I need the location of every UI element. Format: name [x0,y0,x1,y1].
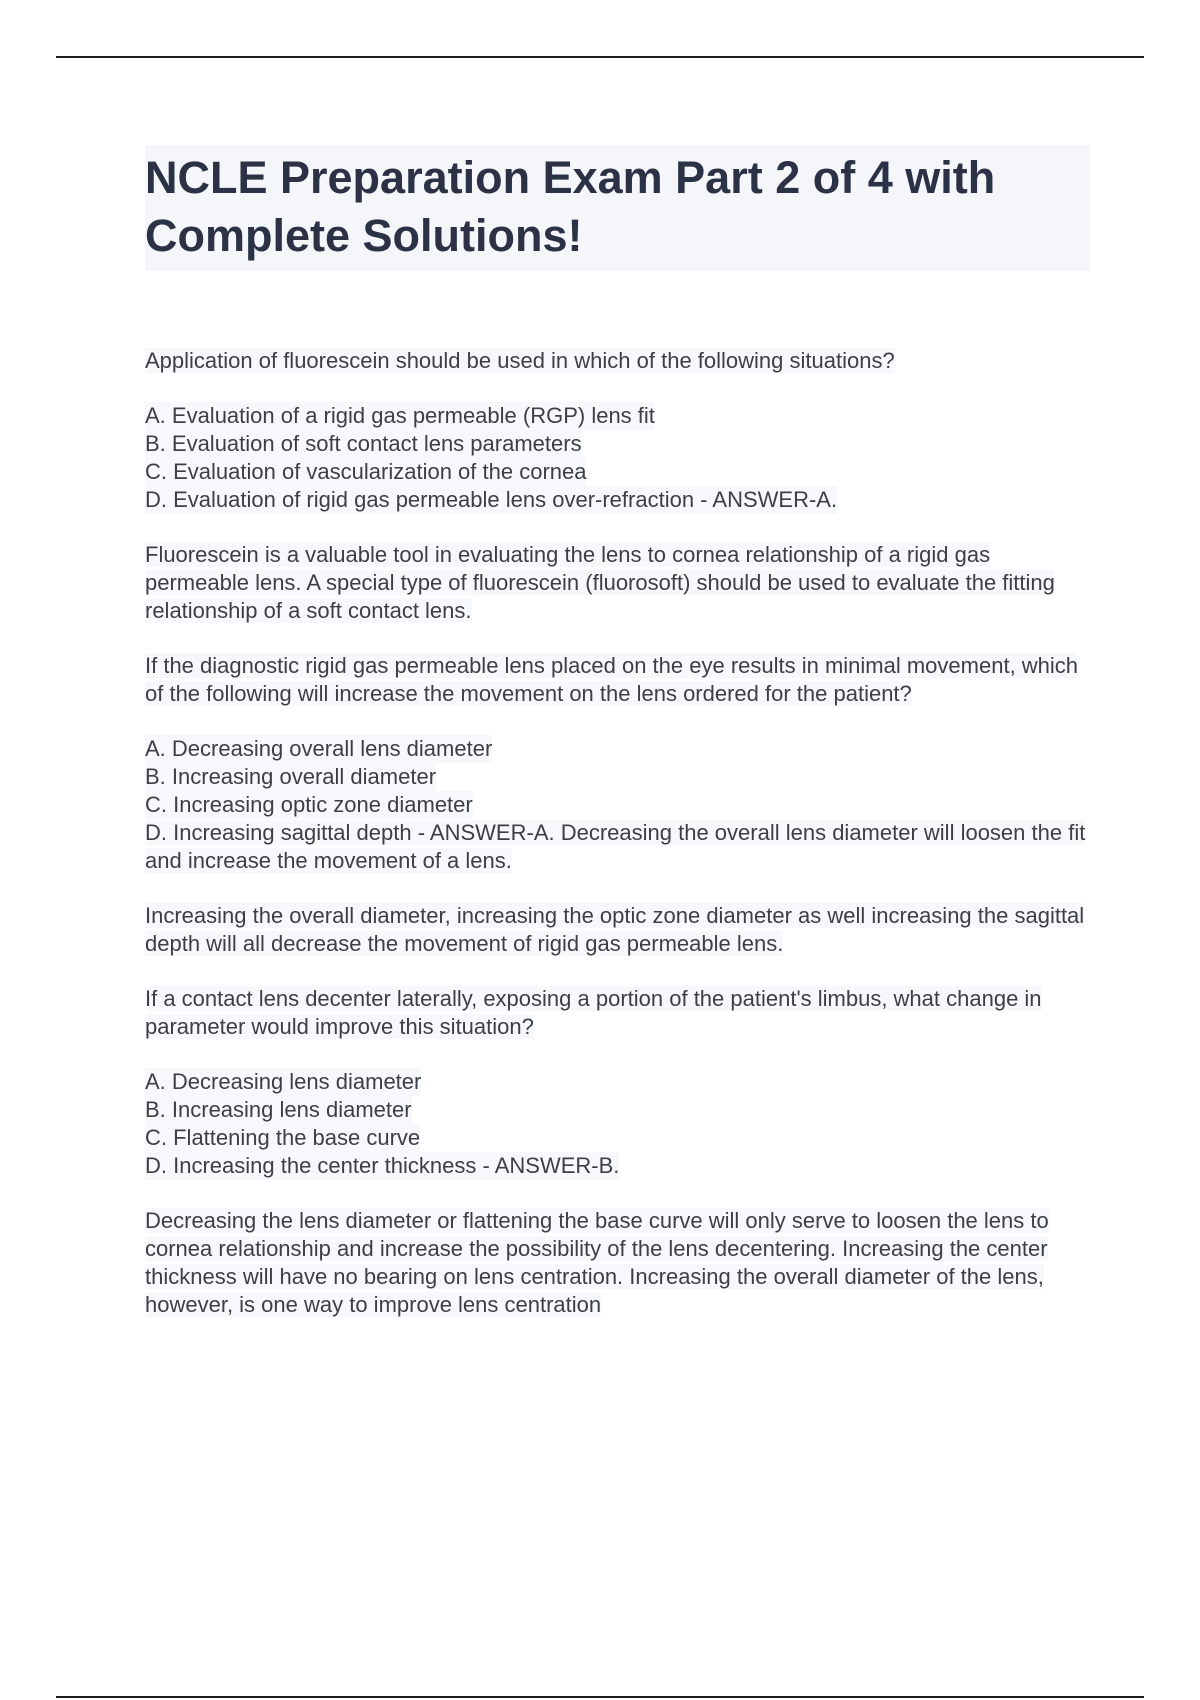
top-rule [56,56,1144,58]
question-1-text: Application of fluorescein should be used in which of the following situations? [145,348,895,373]
question-3-explanation [145,1207,1090,1319]
option-item: C. Increasing optic zone diameter [145,792,473,817]
explanation-text: Fluorescein is a valuable tool in evaluating the lens to cornea relationship of a rigid gas permeable lens. A special type of fluorescein (fluorosoft) should be used to evaluate the fitting relationship of a soft contact lens. [145,542,1055,623]
bottom-rule [56,1696,1144,1698]
question-2-options [145,735,1090,875]
option-item: C. Flattening the base curve [145,1125,421,1150]
option-item: A. Decreasing lens diameter [145,1069,422,1094]
option-item: A. Decreasing overall lens diameter [145,736,493,761]
option-item: B. Increasing lens diameter [145,1097,412,1122]
question-3 [145,985,1090,1041]
title-banner [145,145,1090,271]
page-title: NCLE Preparation Exam Part 2 of 4 with Complete Solutions! [145,152,996,261]
option-item: D. Evaluation of rigid gas permeable lens over-refraction - ANSWER-A. [145,487,838,512]
option-item: A. Evaluation of a rigid gas permeable (RGP) lens fit [145,403,655,428]
question-2-explanation [145,902,1090,958]
explanation-text: Increasing the overall diameter, increasing the optic zone diameter as well increasing the sagittal depth will all decrease the movement of rigid gas permeable lens. [145,903,1085,956]
document-body [145,145,1090,1346]
question-1-options [145,402,1090,514]
question-1-explanation [145,541,1090,625]
option-item-answer: D. Increasing sagittal depth - ANSWER-A. Decreasing the overall lens diameter will loosen the fit and increase the movement of a lens. [145,820,1086,873]
explanation-text: Decreasing the lens diameter or flattening the base curve will only serve to loosen the lens to cornea relationship and increase the possibility of the lens decentering. Increasing the center thickness will have no bearing on lens centration. Increasing the overall diameter of the lens, however, is one way to improve lens centration [145,1208,1049,1317]
option-item: D. Increasing the center thickness - ANSWER-B. [145,1153,620,1178]
question-3-text: If a contact lens decenter laterally, exposing a portion of the patient's limbus, what change in parameter would improve this situation? [145,986,1042,1039]
question-3-options [145,1068,1090,1180]
question-1 [145,347,1090,375]
option-item: B. Increasing overall diameter [145,764,437,789]
option-item: B. Evaluation of soft contact lens parameters [145,431,582,456]
question-2 [145,652,1090,708]
option-item: C. Evaluation of vascularization of the cornea [145,459,587,484]
question-2-text: If the diagnostic rigid gas permeable lens placed on the eye results in minimal movement, which of the following will increase the movement on the lens ordered for the patient? [145,653,1079,706]
